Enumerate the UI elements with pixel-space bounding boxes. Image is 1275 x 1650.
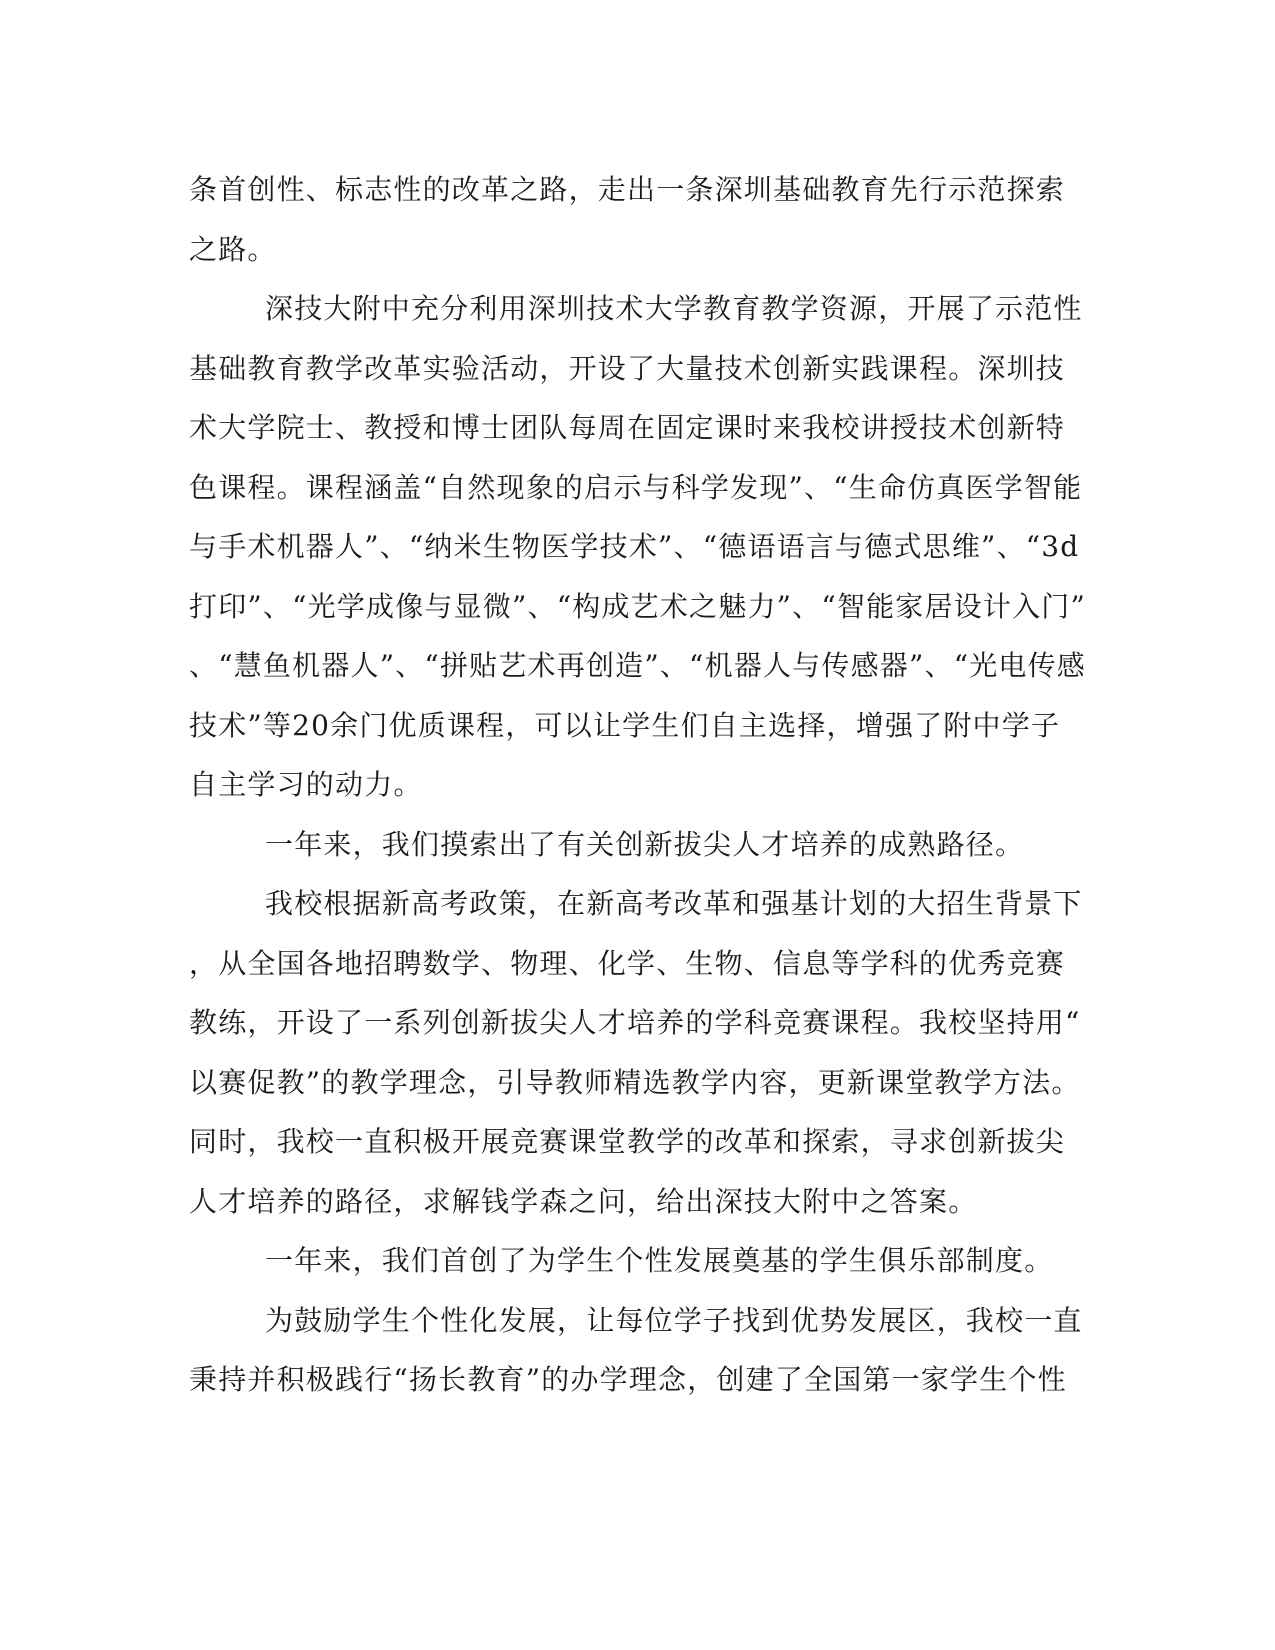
text-line: 教练，开设了一系列创新拔尖人才培养的学科竞赛课程。我校坚持用“: [189, 1006, 1081, 1039]
text-line: 人才培养的路径，求解钱学森之问，给出深技大附中之答案。: [189, 1184, 978, 1218]
text-line: 我校根据新高考政策，在新高考改革和强基计划的大招生背景下: [265, 887, 1083, 920]
text-line: 打印”、“光学成像与显微”、“构成艺术之魅力”、“智能家居设计入门”: [189, 589, 1087, 623]
text-line: 、“慧鱼机器人”、“拼贴艺术再创造”、“机器人与传感器”、“光电传感: [189, 649, 1087, 682]
text-line: 基础教育教学改革实验活动，开设了大量技术创新实践课程。深圳技: [189, 351, 1066, 385]
text-line: 秉持并积极践行“扬长教育”的办学理念，创建了全国第一家学生个性: [189, 1363, 1067, 1396]
text-line: 之路。: [189, 232, 277, 266]
text-line: 一年来，我们首创了为学生个性发展奠基的学生俱乐部制度。: [265, 1244, 1054, 1277]
text-line: 自主学习的动力。: [189, 768, 423, 801]
body-text: [189, 160, 1089, 1410]
text-line: 为鼓励学生个性化发展，让每位学子找到优势发展区，我校一直: [265, 1303, 1083, 1337]
text-line: 同时，我校一直积极开展竞赛课堂教学的改革和探索，寻求创新拔尖: [189, 1125, 1066, 1158]
text-line: 技术”等20余门优质课程，可以让学生们自主选择，增强了附中学子: [189, 708, 1061, 742]
text-line: 条首创性、标志性的改革之路，走出一条深圳基础教育先行示范探索: [189, 173, 1066, 206]
text-line: 与手术机器人”、“纳米生物医学技术”、“德语语言与德式思维”、“3d: [189, 530, 1080, 563]
text-line: 以赛促教”的教学理念，引导教师精选教学内容，更新课堂教学方法。: [189, 1065, 1081, 1099]
text-line: 术大学院士、教授和博士团队每周在固定课时来我校讲授技术创新特: [189, 411, 1066, 444]
text-line: 深技大附中充分利用深圳技术大学教育教学资源，开展了示范性: [265, 292, 1083, 325]
text-line: 色课程。课程涵盖“自然现象的启示与科学发现”、“生命仿真医学智能: [189, 470, 1083, 504]
text-line: 一年来，我们摸索出了有关创新拔尖人才培养的成熟路径。: [265, 827, 1025, 861]
text-line: ，从全国各地招聘数学、物理、化学、生物、信息等学科的优秀竞赛: [189, 946, 1066, 980]
